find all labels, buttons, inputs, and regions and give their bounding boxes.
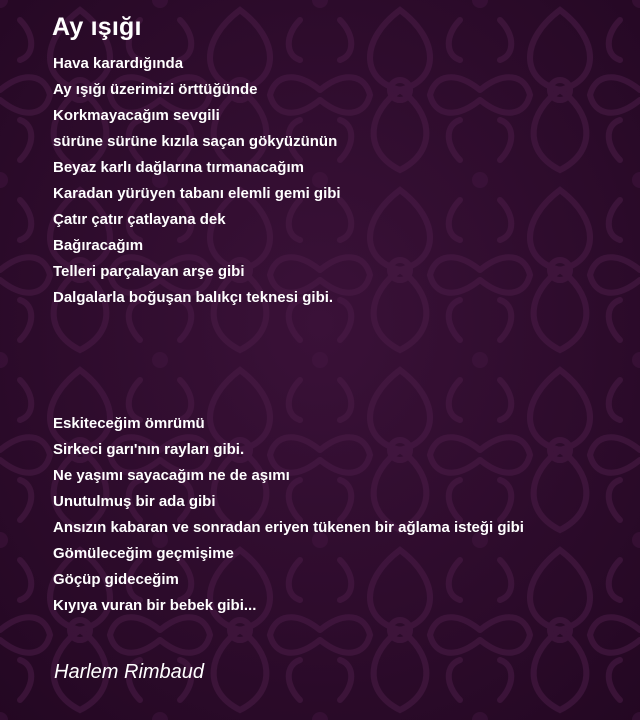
poem-line: Beyaz karlı dağlarına tırmanacağım	[53, 159, 304, 176]
poem-author: Harlem Rimbaud	[54, 661, 205, 683]
poem-line: Unutulmuş bir ada gibi	[53, 493, 216, 510]
stanza-2	[53, 411, 524, 619]
poem-line: Gömüleceğim geçmişime	[53, 545, 234, 562]
poem-line: Kıyıya vuran bir bebek gibi...	[53, 597, 257, 614]
poem-line: Çatır çatır çatlayana dek	[53, 211, 226, 228]
poem-line: Ansızın kabaran ve sonradan eriyen tükenen bir ağlama isteği gibi	[53, 519, 524, 536]
poem-line: Telleri parçalayan arşe gibi	[53, 263, 245, 280]
poem-line: Ay ışığı üzerimizi örttüğünde	[53, 81, 258, 98]
poem-title: Ay ışığı	[52, 13, 142, 41]
poem-line: Hava karardığında	[53, 55, 184, 72]
poem-line: Bağıracağım	[53, 237, 144, 254]
poem-line: Dalgalarla boğuşan balıkçı teknesi gibi.	[53, 289, 334, 306]
poem-line: sürüne sürüne kızıla saçan gökyüzünün	[53, 133, 338, 150]
poem-line: Ne yaşımı sayacağım ne de aşımı	[53, 467, 290, 484]
poem-line: Göçüp gideceğim	[53, 571, 179, 588]
poem-line: Korkmayacağım sevgili	[53, 107, 220, 124]
poem-line: Karadan yürüyen tabanı elemli gemi gibi	[53, 185, 341, 202]
poem-line: Eskiteceğim ömrümü	[53, 415, 205, 432]
stanza-1	[53, 51, 341, 311]
poem-line: Sirkeci garı'nın rayları gibi.	[53, 441, 245, 458]
